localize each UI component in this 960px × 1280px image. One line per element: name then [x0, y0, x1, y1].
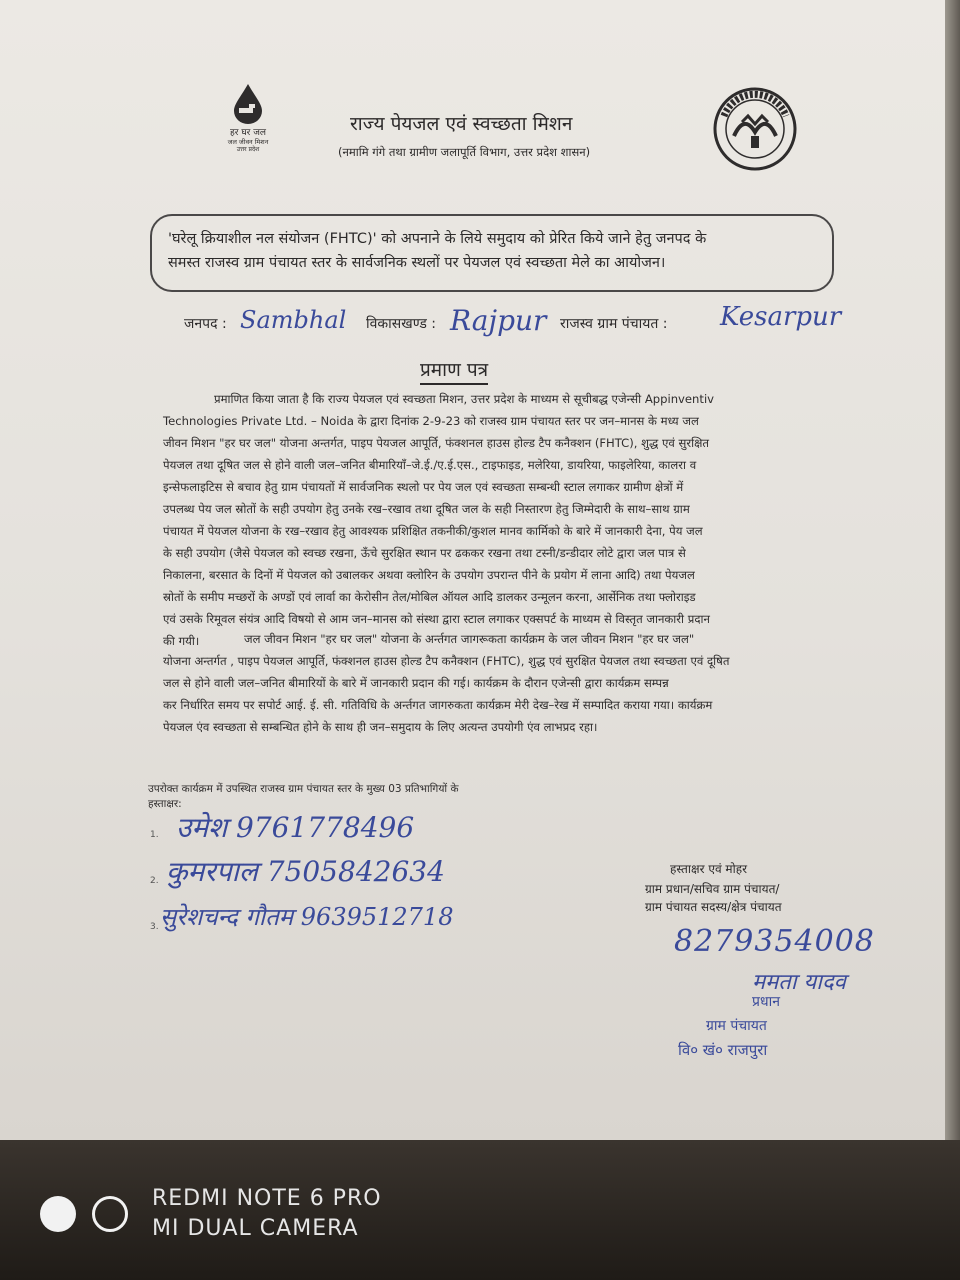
panchayat-label: राजस्व ग्राम पंचायत : [560, 316, 668, 332]
para2-line: कर निर्धारित समय पर सपोर्ट आई. ई. सी. गतिविधि के अर्न्तगत जागरुकता कार्यक्रम मेरी देख–रेख में सम्पादित कराया गया। कार्यक्रम [163, 698, 713, 712]
district-value: Sambhal [240, 306, 347, 334]
signatory-name: ममता यादव [752, 970, 846, 995]
water-drop-icon [231, 82, 265, 124]
para1-line: जीवन मिशन "हर घर जल" योजना अन्तर्गत, पाइप पेयजल आपूर्ति, फंक्शनल हाउस होल्ड टैप कनैक्शन (FHTC), शुद्ध एवं सुरक्षित [163, 436, 710, 450]
para2-line: योजना अन्तर्गत , पाइप पेयजल आपूर्ति, फंक्शनल हाउस होल्ड टैप कनैक्शन (FHTC), शुद्ध एवं सुरक्षित पेयजल तथा स्वच्छता एवं दूषित [163, 654, 730, 668]
camera-watermark-line-2: MI DUAL CAMERA [152, 1216, 359, 1241]
para2-line: जल से होने वाली जल–जनित बीमारियों के बारे में जानकारी प्रदान की गई। कार्यक्रम के दौरान एजेन्सी द्वारा कार्यक्रम सम्पन्न [163, 676, 669, 690]
block-label: विकासखण्ड : [366, 316, 437, 332]
signature-seal-label: हस्ताक्षर एवं मोहर [670, 862, 748, 876]
para1-line: पंचायत में पेयजल योजना के रख–रखाव हेतु आवश्यक प्रशिक्षित तकनीकी/कुशल मानव कार्मिको के बारे में जानकारी देना, पेय जल [163, 524, 703, 538]
participant-number: 2. [150, 876, 159, 886]
para1-line: की गयी। [163, 634, 200, 648]
para1-line: प्रमाणित किया जाता है कि राज्य पेयजल एवं स्वच्छता मिशन, उत्तर प्रदेश के माध्यम से सूचीबद्ध एजेन्सी Appinventiv [214, 392, 715, 406]
page-edge-shadow [945, 0, 960, 1140]
participant-signature: कुमरपाल 7505842634 [166, 855, 445, 888]
participant-number: 3. [150, 922, 159, 932]
para1-line: इन्सेफलाइटिस से बचाव हेतु ग्राम पंचायतों में सार्वजनिक स्थलो पर पेय जल एवं स्वच्छता सम्बन्धी स्टाल लगाकर ग्रामीण क्षेत्रों में [163, 480, 684, 494]
event-title-line-2: समस्त राजस्व ग्राम पंचायत स्तर के सार्वजनिक स्थलों पर पेयजल एवं स्वच्छता मेले का आयोजन। [168, 255, 666, 271]
participant-signature: उमेश 9761778496 [176, 811, 415, 844]
para2-line: जल जीवन मिशन "हर घर जल" योजना के अर्न्तगत जागरूकता कार्यक्रम के जल जीवन मिशन "हर घर जल" [244, 632, 695, 646]
signatory-phone: 8279354008 [674, 924, 875, 959]
page-subtitle: (नमामि गंगे तथा ग्रामीण जलापूर्ति विभाग, उत्तर प्रदेश शासन) [338, 145, 591, 159]
up-government-emblem [712, 86, 798, 172]
panchayat-value: Kesarpur [720, 302, 842, 332]
participants-label: उपरोक्त कार्यक्रम में उपस्थित राजस्व ग्राम पंचायत स्तर के मुख्य 03 प्रतिभागियों के [148, 783, 459, 795]
outline-circle-icon [92, 1196, 128, 1232]
para1-line: पेयजल तथा दूषित जल से होने वाली जल–जनित बीमारियाँ–जे.ई./ए.ई.एस., टाइफाइड, मलेरिया, डायरिया, फाइलेरिया, कालरा व [163, 458, 697, 472]
stamp-text-2: ग्राम पंचायत [706, 1018, 767, 1034]
participant-number: 1. [150, 830, 159, 840]
signatory-role-line-2: ग्राम पंचायत सदस्य/क्षेत्र पंचायत [645, 900, 782, 914]
district-label: जनपद : [184, 316, 227, 332]
certificate-title: प्रमाण पत्र [420, 356, 488, 385]
para2-line: पेयजल एंव स्वच्छता से सम्बन्धित होने के साथ ही जन–समुदाय के लिए अत्यन्त उपयोगी एंव लाभप्रद रहा। [163, 720, 598, 734]
filled-circle-icon [40, 1196, 76, 1232]
stamp-text-3: वि० खं० राजपुरा [678, 1041, 768, 1059]
signatory-role-line-1: ग्राम प्रधान/सचिव ग्राम पंचायत/ [645, 882, 780, 896]
har-ghar-jal-logo [218, 82, 278, 154]
para1-line: स्रोतों के समीप मच्छरों के अण्डों एवं लार्वा का केरोसीन तेल/मोबिल ऑयल आदि डालकर उन्मूलन करना, आर्सेनिक तथा फ्लोराइड [163, 590, 696, 604]
page-title: राज्य पेयजल एवं स्वच्छता मिशन [350, 113, 573, 135]
stamp-text-1: प्रधान [752, 994, 780, 1010]
camera-watermark-line-1: REDMI NOTE 6 PRO [152, 1186, 382, 1211]
para1-line: Technologies Private Ltd. – Noida के द्वारा दिनांक 2-9-23 को राजस्व ग्राम पंचायत स्तर पर जन–मानस के मध्य जल [163, 414, 699, 428]
event-title-line-1: 'घरेलू क्रियाशील नल संयोजन (FHTC)' को अपनाने के लिये समुदाय को प्रेरित किये जाने हेतु जनपद के [168, 231, 707, 247]
logo-text-1: हर घर जल [230, 128, 266, 138]
para1-line: एवं उसके रिमूवल संयंत्र आदि विषयो से आम जन–मानस को संस्था द्वारा स्टाल लगाकर एक्सपर्ट के माध्यम से विस्तृत जानकारी प्रदान [163, 612, 710, 626]
seal-icon [712, 86, 798, 172]
background-surface [0, 1140, 960, 1280]
participant-signature: सुरेशचन्द गौतम 9639512718 [160, 903, 454, 931]
para1-line: के सही उपयोग (जैसे पेयजल को स्वच्छ रखना, ऊँचे सुरक्षित स्थान पर ढककर रखना तथा टस्नी/डन्डीदार लोटे द्वारा जल पात्र से [163, 546, 686, 560]
para1-line: उपलब्ध पेय जल स्रोतों के सही उपयोग हेतु उनके रख–रखाव तथा दूषित जल के सही निस्तारण हेतु जिम्मेदारी के साथ–साथ ग्राम [163, 502, 690, 516]
participants-label-2: हस्ताक्षर: [148, 798, 182, 810]
block-value: Rajpur [450, 304, 547, 337]
logo-text-3: उत्तर प्रदेश [236, 146, 260, 153]
logo-text-2: जल जीवन मिशन [227, 138, 269, 146]
para1-line: निकालना, बरसात के दिनों में पेयजल को उबालकर अथवा क्लोरिन के उपयोग उपरान्त पीने के प्रयोग में लाना आदि) तथा पेयजल [163, 568, 695, 582]
